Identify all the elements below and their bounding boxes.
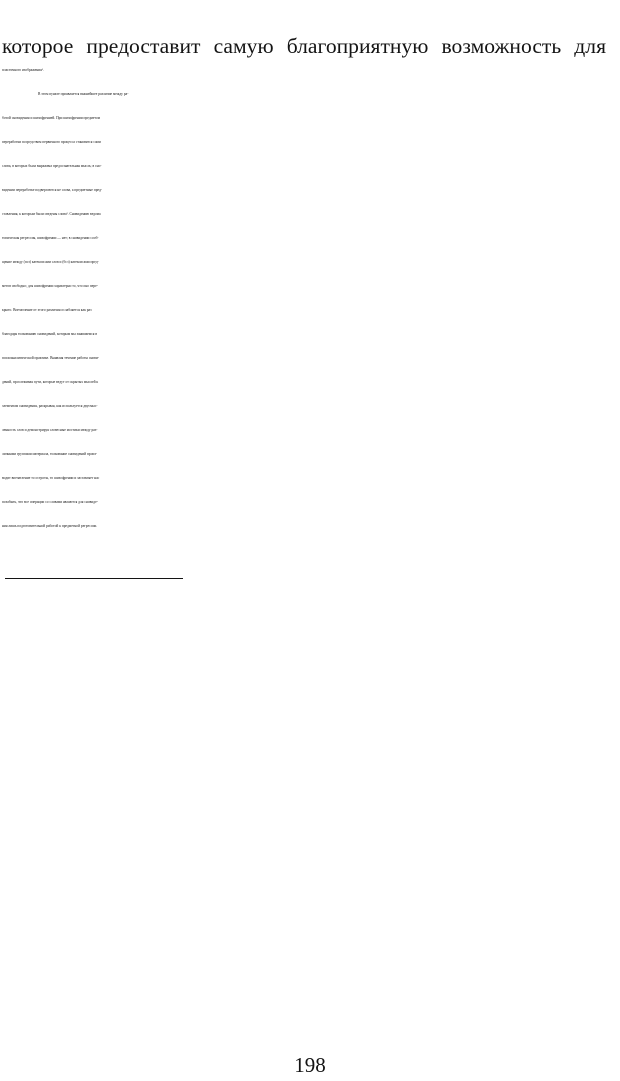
main-text-line: метов свободно; для шизофрении характерно то, что оно пере- <box>2 284 98 288</box>
main-text-line: которое предоставит самую благоприятную возможность для <box>2 34 606 58</box>
main-text-line: крыто. Впечатление от этого различия ослабляется как раз <box>2 308 92 312</box>
footnote-line <box>0 698 620 720</box>
page-number: 198 <box>294 1053 326 1077</box>
main-text-line: психоаналитической практике. Выявляя течение работы снови- <box>2 356 99 360</box>
main-text-line: ботой сновидения и шизофренией. При шизофрении предметом <box>2 116 101 120</box>
main-text-line: топическая регрессия, шизофрении — нет; в сновидении сооб- <box>2 236 99 240</box>
footnote-line <box>0 764 620 786</box>
main-text-line: щение между (псз) катексисами слов и (бсз) катексисами пред- <box>2 260 99 264</box>
main-text-line: слова, в которых была выражена предсознательная мысль; в сно- <box>2 164 102 168</box>
main-text-line: позабыть, что все операции со словами являются для сновиде- <box>2 500 98 504</box>
main-text-line: переработки посредством первичного процесса становятся сами <box>2 140 101 144</box>
footnote-line <box>0 830 620 852</box>
footnote-line <box>0 962 620 984</box>
footnote-separator <box>5 578 183 579</box>
main-text-line: благодаря толкованию сновидений, которым мы занимаемся в <box>2 332 98 336</box>
main-text-line: дений, прослеживая пути, которые ведут от скрытых мыслей к <box>2 380 99 384</box>
main-text-line: ния лишь подготовительной работой к предметной регрессии. <box>2 524 98 528</box>
footnote-line <box>0 720 620 742</box>
footnote-line <box>0 632 620 654</box>
footnote-line <box>0 896 620 918</box>
footnote-line <box>0 1006 620 1028</box>
footnote-line <box>0 940 620 962</box>
footnote-line <box>0 676 620 698</box>
main-text-line: водит впечатление то остроты, то шизофрении и заставляет нас <box>2 476 100 480</box>
footnote-line <box>0 918 620 940</box>
footnote-line <box>0 654 620 676</box>
main-text-line: видении переработке подвергаются не слова, а предметные пред- <box>2 188 103 192</box>
main-text-line: ставления, к которым были сведены слова². Сновидению ведома <box>2 212 101 216</box>
footnote-line <box>0 786 620 808</box>
footnote-line <box>0 588 620 610</box>
footnote-line <box>0 610 620 632</box>
main-text-line: элементам сновидения, раскрывая, как используется двусмыс- <box>2 404 98 408</box>
main-text-line: В этом пункте проявляется важнейшее различие между ра- <box>38 92 129 96</box>
footnote-line <box>0 984 620 1006</box>
footnote-line <box>0 874 620 896</box>
footnote-line <box>0 742 620 764</box>
main-text-line: ленность слов и демонстрируя словесные мостики между раз- <box>2 428 98 432</box>
main-text-line: личными группами материала, толкование сновидений произ- <box>2 452 98 456</box>
footnote-line <box>0 808 620 830</box>
footnote-line <box>0 852 620 874</box>
main-text-line: пластичного изображения¹. <box>2 68 44 72</box>
